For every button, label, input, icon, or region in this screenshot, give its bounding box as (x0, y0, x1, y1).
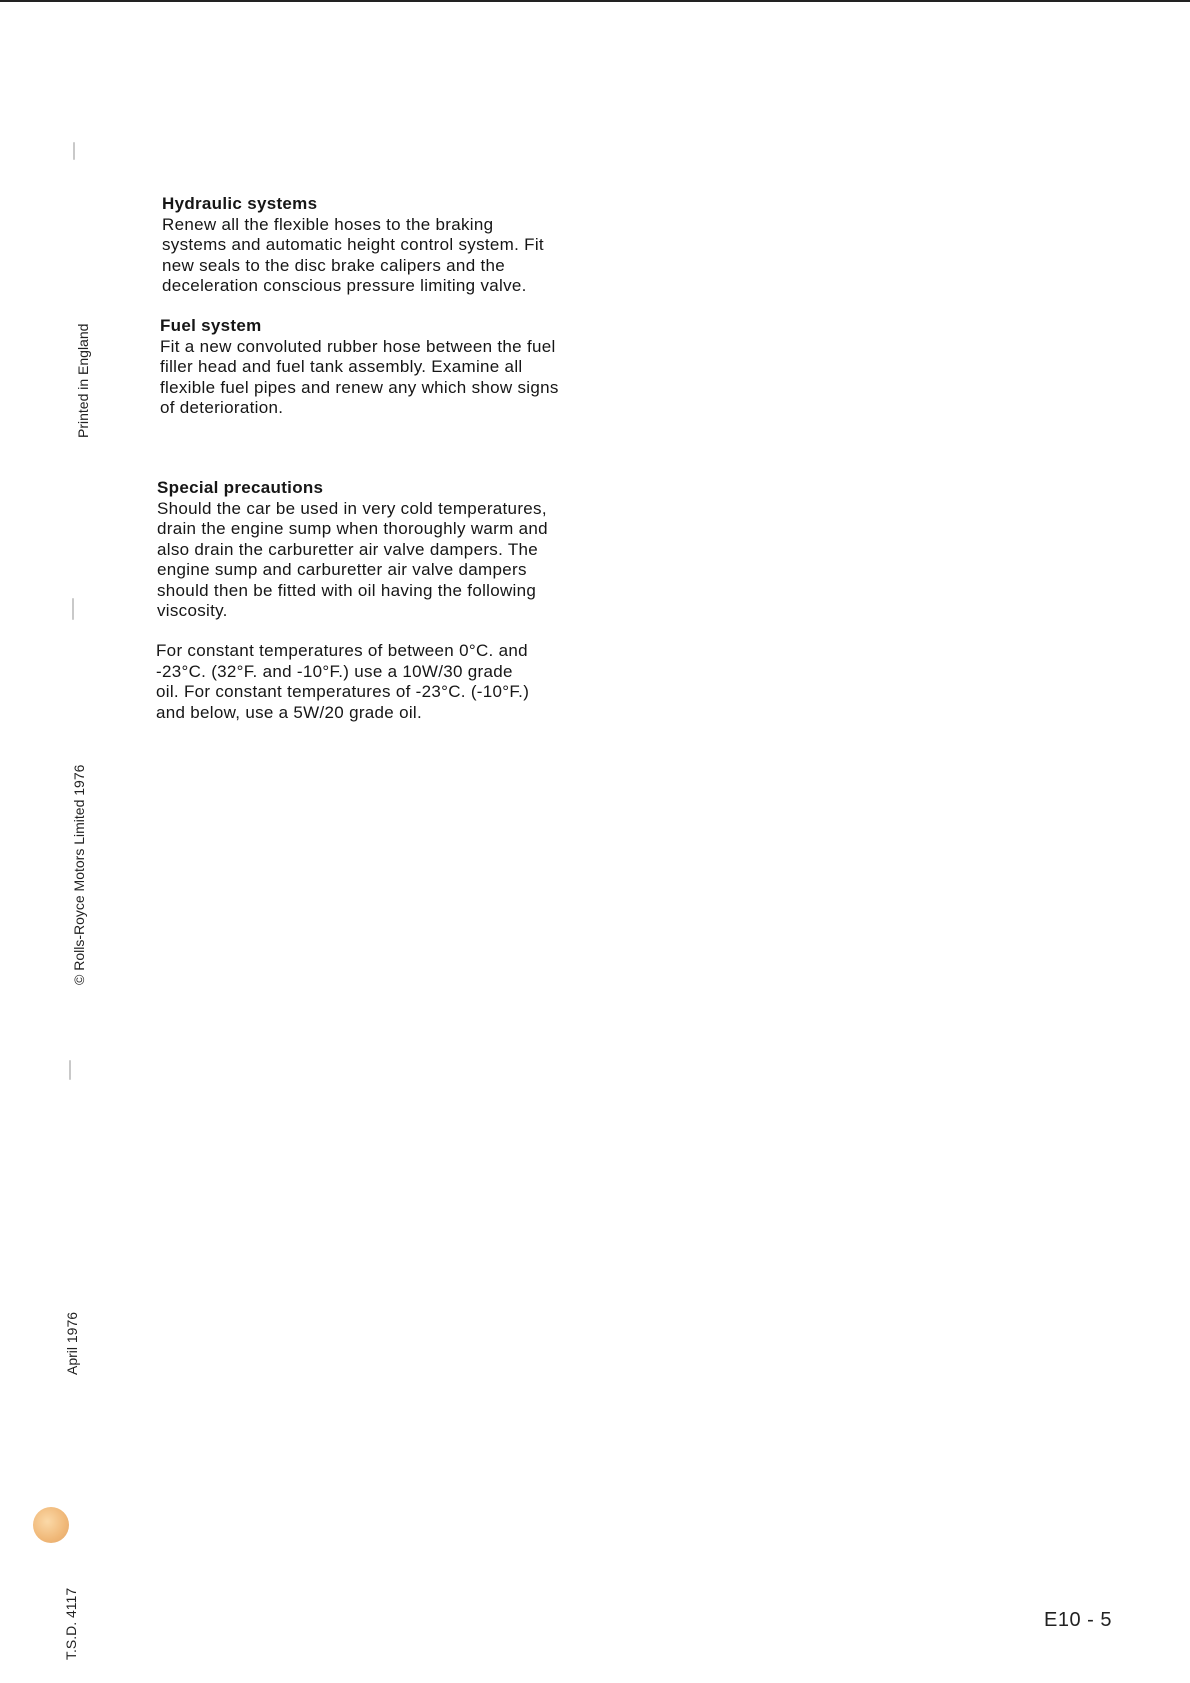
section-special-precautions (157, 478, 637, 622)
page-number: E10 - 5 (1044, 1609, 1112, 1631)
section-heading: Special precautions (157, 478, 324, 497)
tsd-label: T.S.D. 4117 (63, 1587, 79, 1660)
section-body: Fit a new convoluted rubber hose between the fuel filler head and fuel tank assembly. Examine all flexible fuel pipes and renew any which show signs of deterioration. (160, 336, 559, 417)
top-border-rule (0, 0, 1190, 2)
printed-in-england-label: Printed in England (75, 323, 91, 438)
section-heading: Hydraulic systems (162, 194, 318, 213)
punch-mark-middle (72, 598, 74, 620)
section-oil-viscosity (156, 641, 636, 723)
date-label: April 1976 (64, 1311, 80, 1375)
orange-sticker-dot (33, 1507, 69, 1543)
section-body: Renew all the flexible hoses to the braking systems and automatic height control system. Fit new seals to the disc brake calipers and the deceleration conscious pressure limiting valve. (162, 214, 544, 295)
section-fuel-system (160, 316, 640, 419)
section-hydraulic-systems (162, 194, 642, 297)
section-heading: Fuel system (160, 316, 262, 335)
punch-mark-top (73, 142, 75, 160)
section-body: Should the car be used in very cold temperatures, drain the engine sump when thoroughly warm and also drain the carburetter air valve dampers. The engine sump and carburetter air valve dampers should then be fitted with oil having the following viscosity. (157, 498, 548, 620)
copyright-label: © Rolls-Royce Motors Limited 1976 (71, 764, 87, 985)
punch-mark-bottom (69, 1060, 71, 1080)
section-body: For constant temperatures of between 0°C. and -23°C. (32°F. and -10°F.) use a 10W/30 grade oil. For constant temperatures of -23°C. (-10°F.) and below, use a 5W/20 grade oil. (156, 641, 530, 722)
